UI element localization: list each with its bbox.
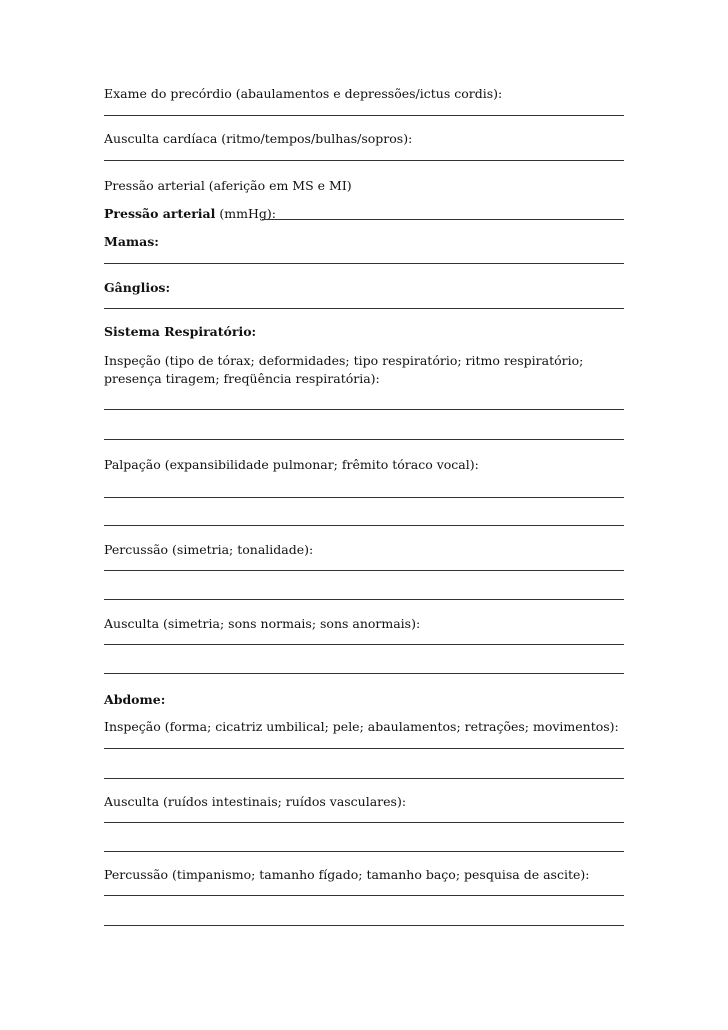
abdome-heading bbox=[104, 691, 624, 709]
inspecao-resp-label: Inspeção (tipo de tórax; deformidades; tipo respiratório; ritmo respiratório; presença tiragem; freqüência respiratória): bbox=[104, 353, 584, 386]
ganglios-heading-text: Gânglios: bbox=[104, 280, 171, 295]
answer-line[interactable] bbox=[104, 525, 624, 526]
pressao-unit-label: (mmHg): bbox=[215, 206, 276, 221]
pressao-answer-line[interactable] bbox=[262, 219, 624, 220]
abdome-heading-text: Abdome: bbox=[104, 692, 166, 707]
answer-line[interactable] bbox=[104, 497, 624, 498]
answer-line[interactable] bbox=[104, 570, 624, 571]
answer-line[interactable] bbox=[104, 644, 624, 645]
answer-line[interactable] bbox=[104, 925, 624, 926]
pressao-bold-label: Pressão arterial bbox=[104, 206, 216, 221]
answer-line[interactable] bbox=[104, 409, 624, 410]
ausculta-cardiaca-label: Ausculta cardíaca (ritmo/tempos/bulhas/sopros): bbox=[104, 131, 413, 146]
mamas-heading bbox=[104, 233, 624, 251]
answer-line[interactable] bbox=[104, 160, 624, 161]
answer-line[interactable] bbox=[104, 308, 624, 309]
answer-line[interactable] bbox=[104, 673, 624, 674]
answer-line[interactable] bbox=[104, 822, 624, 823]
mamas-heading-text: Mamas: bbox=[104, 234, 159, 249]
sistema-respiratorio-heading bbox=[104, 323, 624, 341]
answer-line[interactable] bbox=[104, 263, 624, 264]
percussao-resp-label: Percussão (simetria; tonalidade): bbox=[104, 542, 314, 557]
sistema-respiratorio-heading-text: Sistema Respiratório: bbox=[104, 324, 257, 339]
pressao-mmhg-label bbox=[104, 205, 624, 223]
answer-line[interactable] bbox=[104, 115, 624, 116]
answer-line[interactable] bbox=[104, 748, 624, 749]
answer-line[interactable] bbox=[104, 439, 624, 440]
answer-line[interactable] bbox=[104, 895, 624, 896]
percussao-abd-label: Percussão (timpanismo; tamanho fígado; tamanho baço; pesquisa de ascite): bbox=[104, 867, 590, 882]
inspecao-abd-label: Inspeção (forma; cicatriz umbilical; pele; abaulamentos; retrações; movimentos): bbox=[104, 719, 619, 734]
ausculta-abd-label: Ausculta (ruídos intestinais; ruídos vasculares): bbox=[104, 794, 407, 809]
answer-line[interactable] bbox=[104, 599, 624, 600]
pressao-afericao-label: Pressão arterial (aferição em MS e MI) bbox=[104, 178, 352, 193]
answer-line[interactable] bbox=[104, 778, 624, 779]
ausculta-resp-label: Ausculta (simetria; sons normais; sons anormais): bbox=[104, 616, 421, 631]
ganglios-heading bbox=[104, 279, 624, 297]
palpacao-label: Palpação (expansibilidade pulmonar; frêmito tóraco vocal): bbox=[104, 457, 479, 472]
answer-line[interactable] bbox=[104, 851, 624, 852]
exame-precordio-label: Exame do precórdio (abaulamentos e depressões/ictus cordis): bbox=[104, 86, 503, 101]
